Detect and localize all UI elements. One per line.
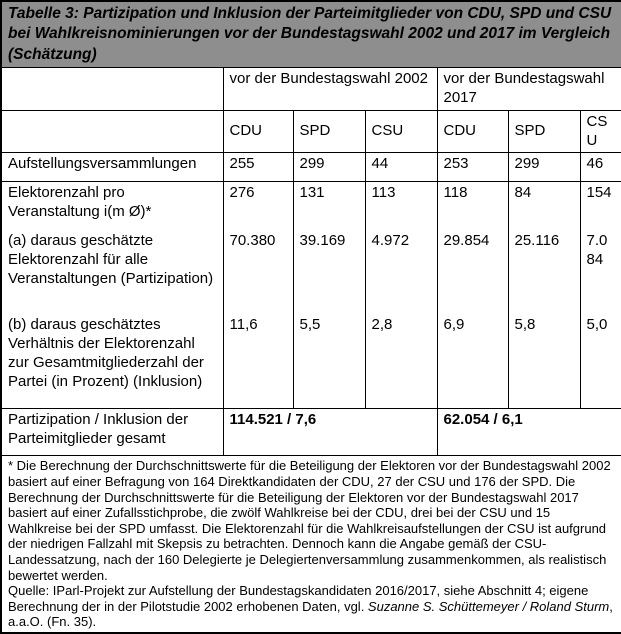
party-header-cdu-2017: CDU	[437, 110, 508, 153]
value-cell: 39.169	[293, 230, 365, 314]
source-suffix-text: , a.a.O. (Fn. 35).	[8, 598, 613, 630]
value-cell: 11,6	[223, 314, 293, 409]
value-cell: 276	[223, 182, 293, 231]
table-row-aufstellungsversammlungen	[1, 153, 621, 182]
value-cell: 154	[580, 182, 621, 231]
party-header-csu-2002: CSU	[365, 110, 437, 153]
table-row-b-inklusion	[1, 314, 621, 409]
value-cell: 253	[437, 153, 508, 182]
party-header-row	[1, 110, 621, 153]
value-cell: 44	[365, 153, 437, 182]
row-label: Aufstellungsversammlungen	[1, 153, 223, 182]
row-label: Elektorenzahl pro Veranstaltung i(m Ø)*	[1, 182, 223, 231]
footnote-asterisk-note: * Die Berechnung der Durchschnittswerte für die Beteiligung der Elektoren vor der Bundestagswahl 2002 basiert auf einer Befragung von 164 Direktkandidaten der CDU, 27 der CSU und 176 der SPD. Die Berechnung der Durchschnittswerte für die Beteiligung der Elektoren vor der Bundestagswahl 2017 basiert auf einer Zufallsstichprobe, die zwölf Wahlkreise bei der CDU, drei bei der CSU und 15 Wahlkreise bei der SPD umfasst. Die Elektorenzahl für die Wahlkreisaufstellungen der CSU ist aufgrund der niedrigen Fallzahl mit Skepsis zu betrachten. Dennoch kann die Angabe gemäß der CSU-Landessatzung, nach der 160 Delegierte je Delegiertenversammlung zusammenkommen, als realistisch bewertet werden.	[8, 458, 611, 583]
group-header-2002: vor der Bundestagswahl 2002	[223, 68, 437, 111]
party-header-csu-2017: CSU	[580, 110, 621, 153]
footnote-source	[8, 583, 615, 630]
empty-corner-cell	[1, 68, 223, 111]
title-row	[1, 1, 621, 68]
summary-label: Partizipation / Inklusion der Parteimitglieder gesamt	[1, 409, 223, 456]
source-authors-italic: Suzanne S. Schüttemeyer / Roland Sturm	[367, 598, 610, 614]
row-label: (a) daraus geschätzte Elektorenzahl für alle Veranstaltungen (Partizipation)	[1, 230, 223, 314]
value-cell: 46	[580, 153, 621, 182]
table-row-a-partizipation	[1, 230, 621, 314]
row-label: (b) daraus geschätztes Verhältnis der Elektorenzahl zur Gesamtmitgliederzahl der Partei (in Prozent) (Inklusion)	[1, 314, 223, 409]
table-title: Tabelle 3: Partizipation und Inklusion der Parteimitglieder von CDU, SPD und CSU bei Wahlkreisnominierungen vor der Bundestagswahl 2002 und 2017 im Vergleich (Schätzung)	[1, 1, 621, 68]
table-row-elektorenzahl-pro-veranstaltung	[1, 182, 621, 231]
party-header-spd-2017: SPD	[508, 110, 580, 153]
value-cell: 7.084	[580, 230, 621, 314]
footnote-row	[1, 456, 621, 633]
party-header-cdu-2002: CDU	[223, 110, 293, 153]
summary-value-2002: 114.521 / 7,6	[223, 409, 437, 456]
value-cell: 5,5	[293, 314, 365, 409]
value-cell: 131	[293, 182, 365, 231]
value-cell: 84	[508, 182, 580, 231]
footnote-cell	[1, 456, 621, 633]
value-cell: 113	[365, 182, 437, 231]
party-header-spd-2002: SPD	[293, 110, 365, 153]
table-row-summary	[1, 409, 621, 456]
group-header-row	[1, 68, 621, 111]
empty-header-cell	[1, 110, 223, 153]
value-cell: 70.380	[223, 230, 293, 314]
value-cell: 25.116	[508, 230, 580, 314]
value-cell: 299	[508, 153, 580, 182]
source-prefix-text: Quelle: IParl-Projekt zur Aufstellung der Bundestagskandidaten 2016/2017, siehe Abschnitt 4; eigene Berechnung der in der Pilotstudie 2002 erhobenen Daten, vgl.	[8, 583, 589, 614]
summary-value-2017: 62.054 / 6,1	[437, 409, 621, 456]
value-cell: 255	[223, 153, 293, 182]
value-cell: 118	[437, 182, 508, 231]
value-cell: 29.854	[437, 230, 508, 314]
value-cell: 299	[293, 153, 365, 182]
value-cell: 2,8	[365, 314, 437, 409]
value-cell: 5,0	[580, 314, 621, 409]
value-cell: 5,8	[508, 314, 580, 409]
group-header-2017: vor der Bundestagswahl 2017	[437, 68, 621, 111]
value-cell: 6,9	[437, 314, 508, 409]
value-cell: 4.972	[365, 230, 437, 314]
